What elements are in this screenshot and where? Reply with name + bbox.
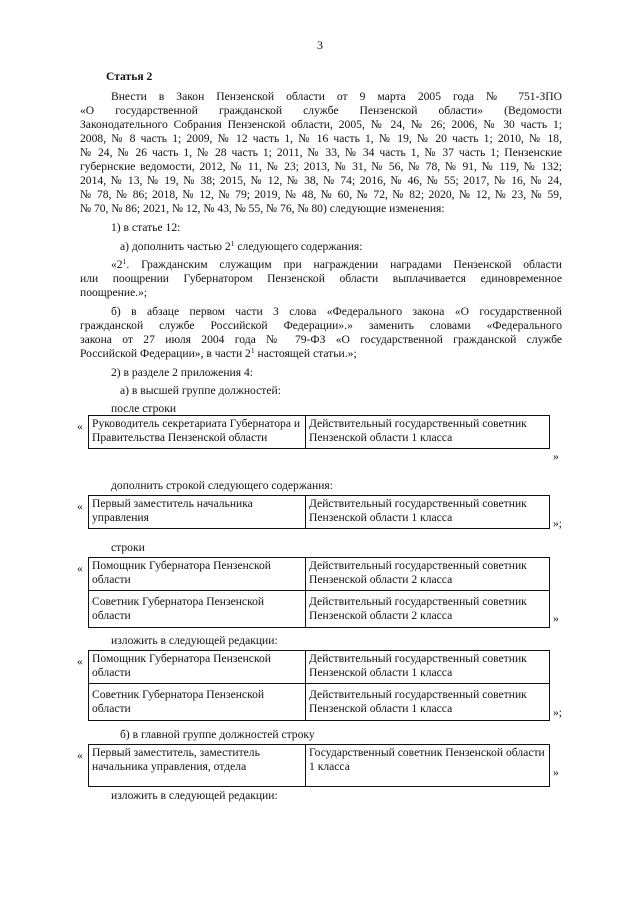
intro-line: губернские ведомости, 2012, № 11, № 23; 2013, № 31, № 56, № 78, № 91, № 119, № 132; <box>80 160 562 173</box>
close-quote: » <box>553 766 559 779</box>
rank-cell: Действительный государственный советник Пензенской области 2 класса <box>306 558 550 591</box>
close-quote: »; <box>553 706 563 719</box>
open-quote: « <box>77 749 83 762</box>
rows-label: строки <box>111 541 145 554</box>
positions-table-4 <box>88 650 550 721</box>
table-row <box>89 651 550 684</box>
restate-label: изложить в следующей редакции: <box>111 634 278 647</box>
item-1b: Российской Федерации», в части $2^1$ настоящей статьи.»; <box>80 346 357 360</box>
item-2: 2) в разделе 2 приложения 4: <box>111 366 253 379</box>
rank-cell: Действительный государственный советник Пензенской области 2 класса <box>306 591 550 628</box>
new-part-text: поощрение.»; <box>80 286 148 299</box>
restate-label-2: изложить в следующей редакции: <box>111 789 278 802</box>
open-quote: « <box>77 500 83 513</box>
positions-table-5 <box>88 744 550 787</box>
positions-table-1 <box>88 415 550 449</box>
item-1b: б) в абзаце первом части 3 слова «Федерального закона «О государственной <box>111 305 562 318</box>
position-cell: Советник Губернатора Пензенской области <box>89 684 306 721</box>
intro-line: 2008, № 8 часть 1; 2009, № 12 часть 1, № 16 часть 1, № 19, № 20 часть 1; 2010, № 18, <box>80 132 562 145</box>
close-quote: » <box>553 612 559 625</box>
open-quote: « <box>77 655 83 668</box>
after-row-label: после строки <box>111 402 177 415</box>
intro-line: № 70, № 86; 2021, № 12, № 43, № 55, № 76, № 80) следующие изменения: <box>80 202 445 215</box>
table-row <box>89 591 550 628</box>
intro-line: Законодательного Собрания Пензенской области, 2005, № 24, № 26; 2006, № 30 часть 1; <box>80 118 562 131</box>
table-row <box>89 745 550 787</box>
rank-cell: Действительный государственный советник Пензенской области 1 класса <box>306 416 550 449</box>
positions-table-3 <box>88 557 550 628</box>
item-1: 1) в статье 12: <box>111 221 181 234</box>
page-number: 3 <box>317 38 323 52</box>
item-2b: б) в главной группе должностей строку <box>120 728 315 741</box>
table-row <box>89 496 550 529</box>
open-quote: « <box>77 420 83 433</box>
item-1b: гражданской службе Российской Федерации».» заменить словами «Федерального <box>80 319 562 332</box>
position-cell: Советник Губернатора Пензенской области <box>89 591 306 628</box>
positions-table-2 <box>88 495 550 529</box>
intro-line: № 24, № 26 часть 1, № 28 часть 1; 2011, № 33, № 34 часть 1, № 37 часть 1; Пензенские <box>80 146 562 159</box>
table-row <box>89 558 550 591</box>
new-part-text: или поощрении Губернатором Пензенской области выплачивается единовременное <box>80 272 562 285</box>
close-quote: »; <box>553 517 563 530</box>
table-row <box>89 416 550 449</box>
rank-cell: Государственный советник Пензенской области 1 класса <box>306 745 550 787</box>
position-cell: Первый заместитель начальника управления <box>89 496 306 529</box>
article-title: Статья 2 <box>106 70 153 83</box>
open-quote: « <box>77 562 83 575</box>
intro-line: № 78, № 86; 2018, № 12, № 79; 2019, № 48, № 60, № 72, № 82; 2020, № 12, № 23, № 59, <box>80 188 562 201</box>
rank-cell: Действительный государственный советник Пензенской области 1 класса <box>306 651 550 684</box>
intro-line: Внести в Закон Пензенской области от 9 марта 2005 года № 751-ЗПО <box>111 90 562 103</box>
rank-cell: Действительный государственный советник Пензенской области 1 класса <box>306 684 550 721</box>
position-cell: Руководитель секретариата Губернатора и Правительства Пензенской области <box>89 416 306 449</box>
close-quote: » <box>553 450 559 463</box>
new-part-text: «$2^1$. Гражданским служащим при награждении наградами Пензенской области <box>111 257 562 271</box>
item-1b: закона от 27 июля 2004 года № 79-ФЗ «О государственной гражданской службе <box>80 333 562 346</box>
rank-cell: Действительный государственный советник Пензенской области 1 класса <box>306 496 550 529</box>
item-1a: а) дополнить частью $2^1$ следующего содержания: <box>120 239 363 253</box>
position-cell: Помощник Губернатора Пензенской области <box>89 558 306 591</box>
position-cell: Первый заместитель, заместитель начальника управления, отдела <box>89 745 306 787</box>
intro-line: «О государственной гражданской службе Пензенской области» (Ведомости <box>80 104 562 117</box>
item-2a: а) в высшей группе должностей: <box>120 384 281 397</box>
add-row-label: дополнить строкой следующего содержания: <box>111 479 333 492</box>
intro-line: 2014, № 13, № 19, № 38; 2015, № 12, № 38, № 74; 2016, № 46, № 55; 2017, № 16, № 24, <box>80 174 562 187</box>
table-row <box>89 684 550 721</box>
position-cell: Помощник Губернатора Пензенской области <box>89 651 306 684</box>
